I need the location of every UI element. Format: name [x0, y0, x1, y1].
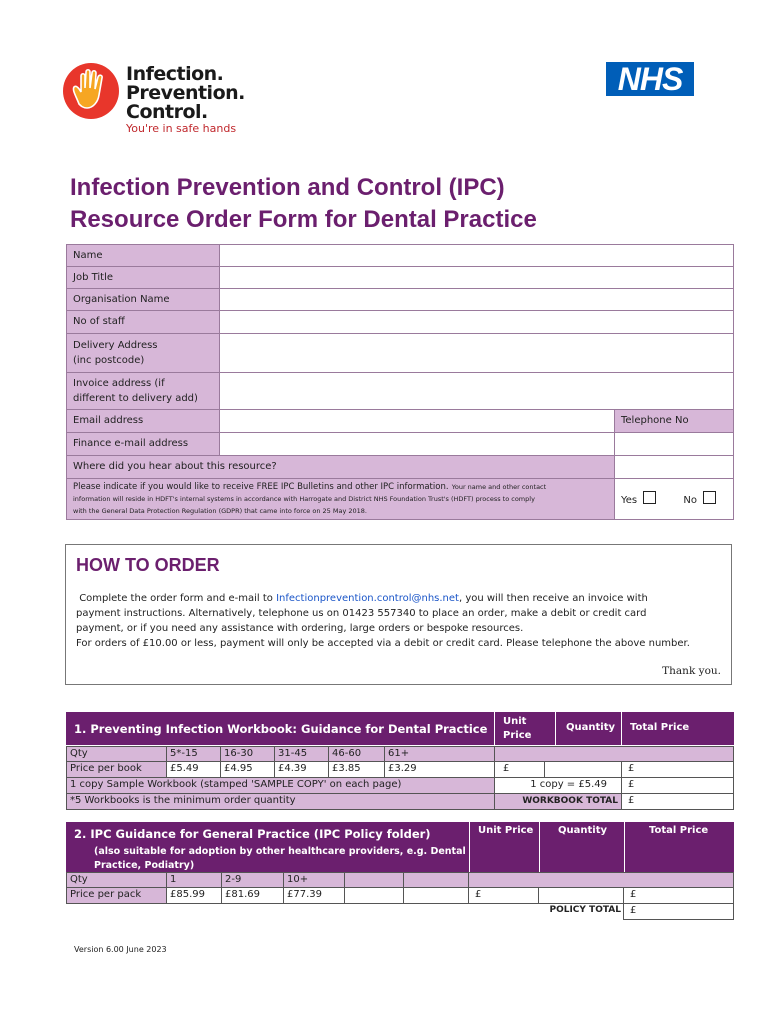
p1-price-3: £4.39	[274, 761, 329, 778]
product-2-quantity-header: Quantity	[539, 822, 624, 872]
p1-price-label: Price per book	[66, 761, 167, 778]
p1-price-2: £4.95	[220, 761, 275, 778]
p1-price-1: £5.49	[166, 761, 221, 778]
p1-band-3: 31-45	[274, 746, 329, 762]
p2-band-3: 10+	[283, 872, 345, 888]
how-line-1: Complete the order form and e-mail to Infectionprevention.control@nhs.net, you will then receive an invoice with	[79, 593, 648, 604]
p1-workbook-total-field[interactable]: £	[621, 793, 734, 810]
invoice-label-line-1: Invoice address (if	[73, 378, 165, 389]
product-2-subtitle-1: (also suitable for adoption by other healthcare providers, e.g. Dental	[94, 845, 469, 859]
organisation-field[interactable]	[219, 288, 734, 311]
no-label: No	[683, 495, 697, 506]
staff-label: No of staff	[66, 310, 220, 334]
p1-quantity-field[interactable]	[544, 761, 622, 778]
p2-price-2: £81.69	[221, 887, 284, 904]
logo-line-1: Infection.	[126, 63, 224, 85]
p1-workbook-total-label: WORKBOOK TOTAL	[494, 793, 622, 810]
email-label: Email address	[66, 409, 220, 433]
title-line-2: Resource Order Form for Dental Practice	[70, 206, 537, 233]
p2-band-1: 1	[166, 872, 222, 888]
order-email-link[interactable]: Infectionprevention.control@nhs.net	[276, 593, 459, 604]
invoice-address-field[interactable]	[219, 372, 734, 410]
p2-unit-price-field[interactable]: £	[468, 887, 539, 904]
product-2-subtitle-2: Practice, Podiatry)	[94, 859, 469, 873]
yes-label: Yes	[621, 495, 638, 506]
p2-price-label: Price per pack	[66, 887, 167, 904]
how-to-order-text	[76, 591, 726, 651]
p1-price-5: £3.29	[384, 761, 495, 778]
delivery-address-label	[66, 333, 220, 373]
p1-qty-label: Qty	[66, 746, 167, 762]
name-label: Name	[66, 244, 220, 267]
bulletin-small-text-a: Your name and other contact	[451, 483, 547, 491]
nhs-logo: NHS	[606, 62, 694, 96]
p1-band-2: 16-30	[220, 746, 275, 762]
product-2-total-header: Total Price	[624, 822, 734, 872]
email-field[interactable]	[219, 409, 615, 433]
page-title	[70, 172, 710, 236]
product-2-header	[66, 822, 469, 872]
bulletin-main-text: Please indicate if you would like to receive FREE IPC Bulletins and other IPC information.	[73, 482, 449, 492]
no-checkbox[interactable]	[703, 491, 716, 504]
p1-sample-price: 1 copy = £5.49	[494, 777, 622, 794]
p2-band-blank-2	[403, 872, 469, 888]
delivery-address-field[interactable]	[219, 333, 734, 373]
p1-sample-label: 1 copy Sample Workbook (stamped 'SAMPLE COPY' on each page)	[66, 777, 495, 794]
p2-qty-blank	[468, 872, 734, 888]
p2-price-blank-1	[344, 887, 404, 904]
p2-total-field[interactable]: £	[623, 887, 734, 904]
p1-minimum-note: *5 Workbooks is the minimum order quantity	[66, 793, 495, 810]
p1-band-1: 5*-15	[166, 746, 221, 762]
p2-band-2: 2-9	[221, 872, 284, 888]
logo-line-2: Prevention.	[126, 82, 245, 104]
p2-policy-total-label: POLICY TOTAL	[549, 905, 621, 915]
telephone-field[interactable]	[614, 432, 734, 456]
invoice-label-line-2: different to delivery add)	[73, 393, 198, 404]
p1-total-field[interactable]: £	[621, 761, 734, 778]
logo-tagline: You're in safe hands	[126, 122, 237, 135]
p1-band-5: 61+	[384, 746, 495, 762]
product-2-unit-price-header: Unit Price	[469, 822, 539, 872]
logo-line-3: Control.	[126, 101, 208, 123]
p1-price-4: £3.85	[328, 761, 385, 778]
bulletin-consent-label	[66, 478, 615, 520]
delivery-label-line-2: (inc postcode)	[73, 355, 145, 366]
how-to-order-heading: HOW TO ORDER	[76, 555, 220, 575]
how-line-2: payment instructions. Alternatively, telephone us on 01423 557340 to place an order, make a debit or credit card	[76, 608, 647, 619]
product-2-title: 2. IPC Guidance for General Practice (IPC Policy folder)	[74, 827, 431, 841]
p1-qty-blank	[494, 746, 734, 762]
hear-about-field[interactable]	[614, 455, 734, 479]
p2-quantity-field[interactable]	[538, 887, 624, 904]
how-to-order-box	[65, 544, 732, 685]
hand-icon	[62, 62, 120, 120]
bulletin-choice	[614, 478, 734, 520]
how-line-3: payment, or if you need any assistance with ordering, large orders or bespoke resources.	[76, 623, 524, 634]
thank-you: Thank you.	[662, 665, 721, 677]
p2-price-3: £77.39	[283, 887, 345, 904]
p1-sample-total-field[interactable]: £	[621, 777, 734, 794]
yes-checkbox[interactable]	[643, 491, 656, 504]
name-field[interactable]	[219, 244, 734, 267]
product-1-unit-price-header: Unit Price	[494, 712, 555, 745]
p2-band-blank-1	[344, 872, 404, 888]
delivery-label-line-1: Delivery Address	[73, 340, 158, 351]
job-title-label: Job Title	[66, 266, 220, 289]
hear-about-label: Where did you hear about this resource?	[66, 455, 615, 479]
bulletin-small-text-b: information will reside in HDFT's internal systems in accordance with Harrogate and District NHS Foundation Trust's (HDFT) process to comply	[73, 495, 535, 503]
p1-unit-price-field[interactable]: £	[494, 761, 545, 778]
p1-band-4: 46-60	[328, 746, 385, 762]
version-footer: Version 6.00 June 2023	[74, 945, 167, 954]
title-line-1: Infection Prevention and Control (IPC)	[70, 174, 505, 201]
p2-policy-total-field[interactable]: £	[623, 903, 734, 920]
job-title-field[interactable]	[219, 266, 734, 289]
product-1-total-header: Total Price	[621, 712, 734, 745]
product-1-quantity-header: Quantity	[555, 712, 621, 745]
telephone-label: Telephone No	[614, 409, 734, 433]
p2-price-blank-2	[403, 887, 469, 904]
invoice-address-label	[66, 372, 220, 410]
staff-field[interactable]	[219, 310, 734, 334]
ipc-logo	[62, 62, 252, 138]
finance-email-field[interactable]	[219, 432, 615, 456]
product-1-title: 1. Preventing Infection Workbook: Guidance for Dental Practice	[66, 712, 494, 745]
p2-qty-label: Qty	[66, 872, 167, 888]
organisation-label: Organisation Name	[66, 288, 220, 311]
finance-email-label: Finance e-mail address	[66, 432, 220, 456]
p2-price-1: £85.99	[166, 887, 222, 904]
how-line-4: For orders of £10.00 or less, payment will only be accepted via a debit or credit card. Please telephone the above number.	[76, 638, 690, 649]
bulletin-small-text-c: with the General Data Protection Regulation (GDPR) that came into force on 25 May 2018.	[73, 507, 367, 515]
